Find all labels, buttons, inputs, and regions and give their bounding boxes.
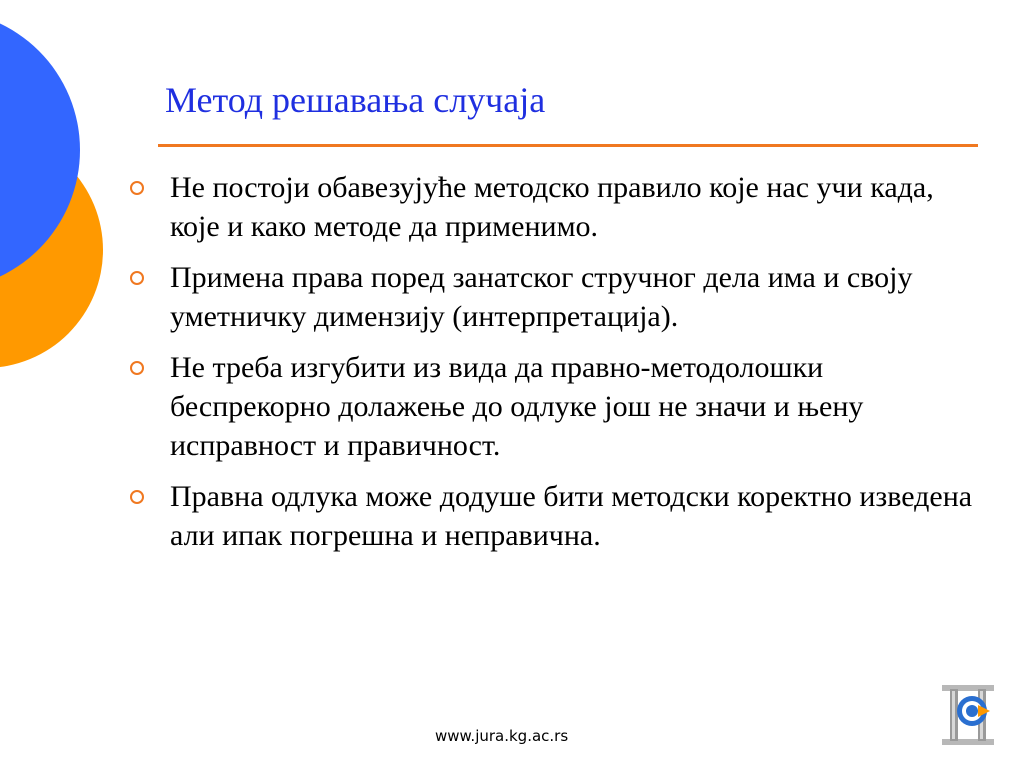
faculty-logo-icon bbox=[938, 683, 998, 747]
bullet-text: Не треба изгубити из вида да правно-методолошки беспрекорно долажење до одлуке још не значи и њену исправност и правичност. bbox=[170, 351, 864, 462]
bullet-text: Не постоји обавезујуће методско правило које нас учи када, које и како методе да применимо. bbox=[170, 171, 934, 243]
bullet-item bbox=[130, 348, 990, 465]
title-underline bbox=[158, 144, 978, 147]
hollow-circle-icon bbox=[130, 181, 144, 195]
hollow-circle-icon bbox=[130, 361, 144, 375]
bullet-text: Правна одлука може додуше бити методски коректно изведена али ипак погрешна и неправична. bbox=[170, 480, 973, 552]
bullet-item bbox=[130, 168, 990, 246]
footer-url: www.jura.kg.ac.rs bbox=[435, 727, 569, 745]
decorative-circles-icon bbox=[0, 0, 110, 380]
hollow-circle-icon bbox=[130, 271, 144, 285]
bullet-item bbox=[130, 477, 990, 555]
bullet-text: Примена права поред занатског стручног дела има и своју уметничку димензију (интерпретација). bbox=[170, 261, 913, 333]
hollow-circle-icon bbox=[130, 490, 144, 504]
bullet-item bbox=[130, 258, 990, 336]
slide-title: Метод решавања случаја bbox=[165, 80, 546, 120]
bullet-list bbox=[130, 168, 990, 567]
